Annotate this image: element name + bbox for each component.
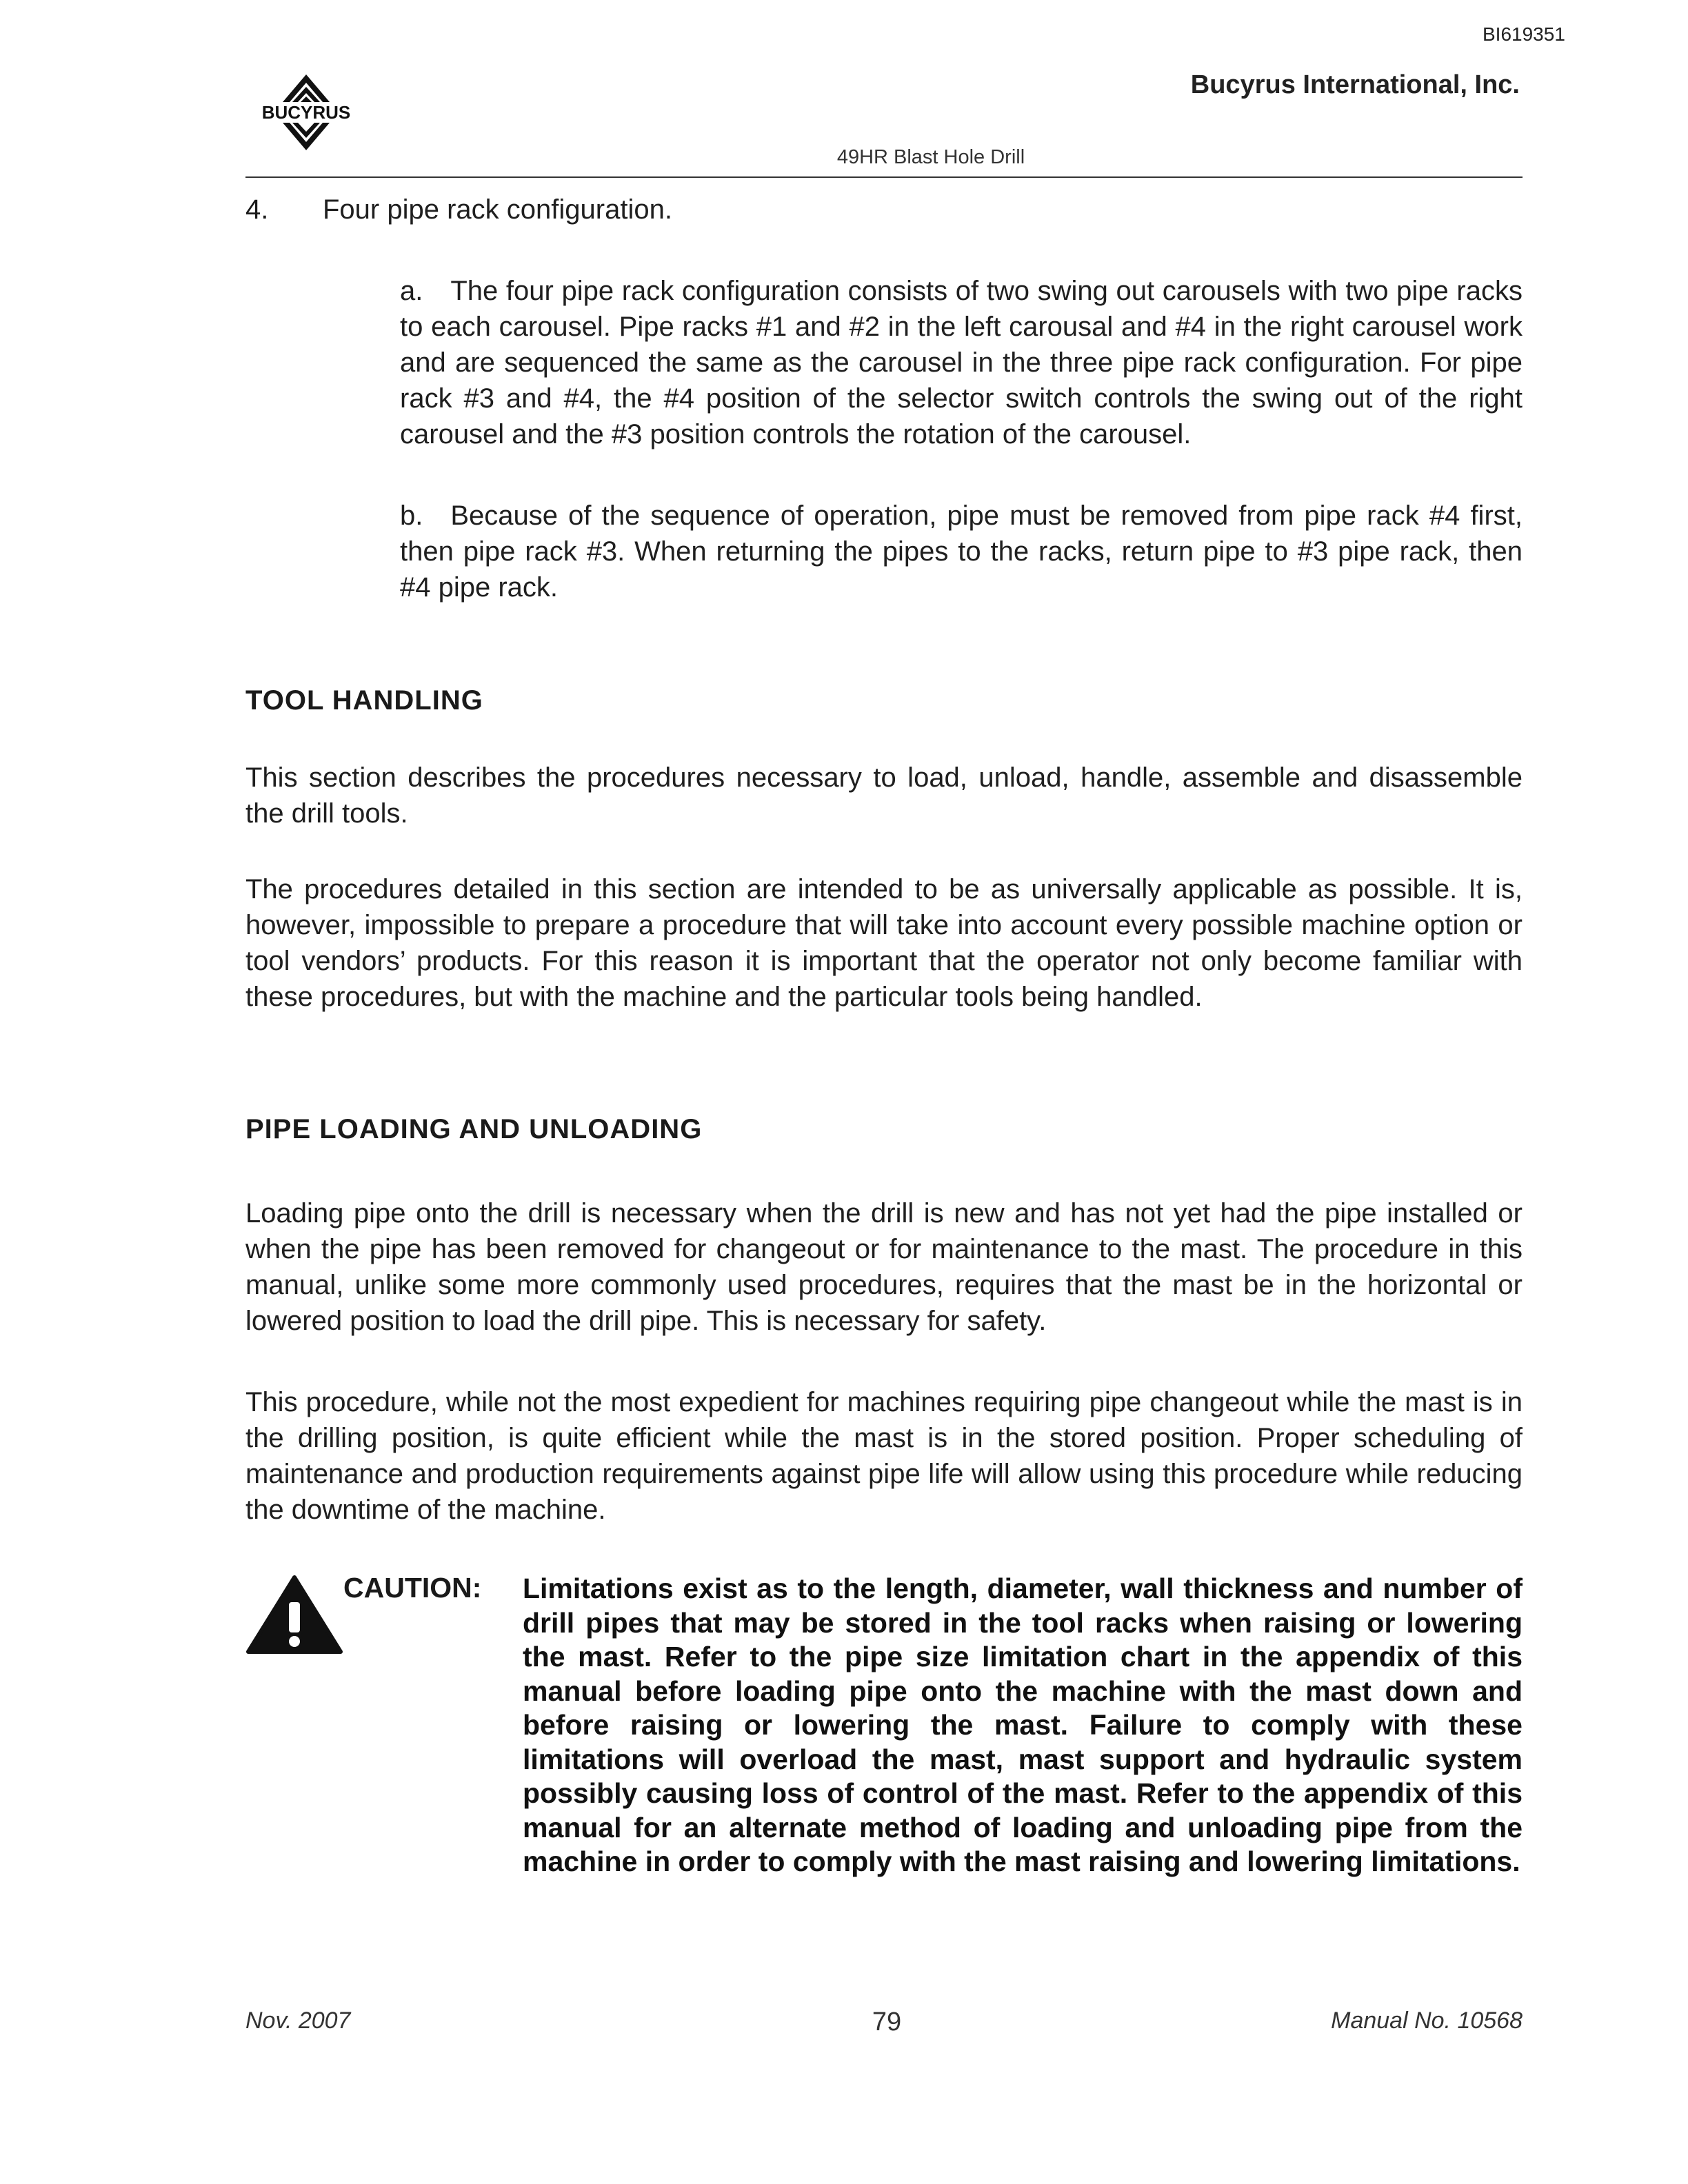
item-number: 4. [245,194,269,225]
document-id: BI619351 [1483,23,1565,45]
footer-date: Nov. 2007 [245,2008,351,2034]
warning-triangle-icon [245,1575,343,1659]
item-title: Four pipe rack configuration. [323,194,672,225]
page-number: 79 [872,2008,902,2036]
bucyrus-logo [243,72,370,153]
item-4a-paragraph: a. The four pipe rack configuration consists of two swing out carousels with two pipe racks to each carousel. Pipe racks #1 and #2 in the left carousal and #4 in the right carousel work and are sequenced the same as the carousel in the three pipe rack configuration. For pipe rack #3 and #4, the #4 position of the selector switch controls the swing out of the right carousel and the #3 position controls the rotation of the carousel. [400,276,1523,449]
pipe-loading-heading: PIPE LOADING AND UNLOADING [245,1114,703,1144]
tool-handling-paragraph-1: This section describes the procedures necessary to load, unload, handle, assemble and disassemble the drill tools. [245,762,1523,829]
manual-number: Manual No. 10568 [1331,2008,1523,2034]
logo-text: BUCYRUS [261,102,351,123]
pipe-loading-paragraph-2: This procedure, while not the most expedient for machines requiring pipe changeout while the mast is in the drilling position, is quite efficient while the mast is in the stored position. Proper scheduling of maintenance and production requirements against pipe life will allow using this procedure while reducing the downtime of the machine. [245,1387,1523,1525]
document-subtitle: 49HR Blast Hole Drill [836,146,1025,168]
item-4b-paragraph: b. Because of the sequence of operation, pipe must be removed from pipe rack #4 first, then pipe rack #3. When returning the pipes to the racks, return pipe to #3 pipe rack, then #4 pipe rack. [400,501,1523,603]
caution-text: Limitations exist as to the length, diameter, wall thickness and number of drill pipes that may be stored in the tool racks when raising or lowering the mast. Refer to the pipe size limitation chart in the appendix of this manual before loading pipe onto the machine with the mast down and before raising or lowering the mast. Failure to comply with these limitations will overload the mast, mast support and hydraulic system possibly causing loss of control of the mast. Refer to the appendix of this manual for an alternate method of loading and unloading pipe from the machine in order to comply with the mast raising and lowering limitations. [523,1573,1523,1877]
caution-label: CAUTION: [343,1572,482,1604]
header-divider [245,176,1523,178]
company-name: Bucyrus International, Inc. [1190,70,1520,99]
tool-handling-heading: TOOL HANDLING [245,685,483,716]
pipe-loading-paragraph-1: Loading pipe onto the drill is necessary when the drill is new and has not yet had the pipe installed or when the pipe has been removed for changeout or for maintenance to the mast. The procedure in this manual, unlike some more commonly used procedures, requires that the mast be in the horizontal or lowered position to load the drill pipe. This is necessary for safety. [245,1198,1523,1336]
tool-handling-paragraph-2: The procedures detailed in this section are intended to be as universally applicable as possible. It is, however, impossible to prepare a procedure that will take into account every possible machine option or tool vendors’ products. For this reason it is important that the operator not only become familiar with these procedures, but with the machine and the particular tools being handled. [245,874,1523,1012]
